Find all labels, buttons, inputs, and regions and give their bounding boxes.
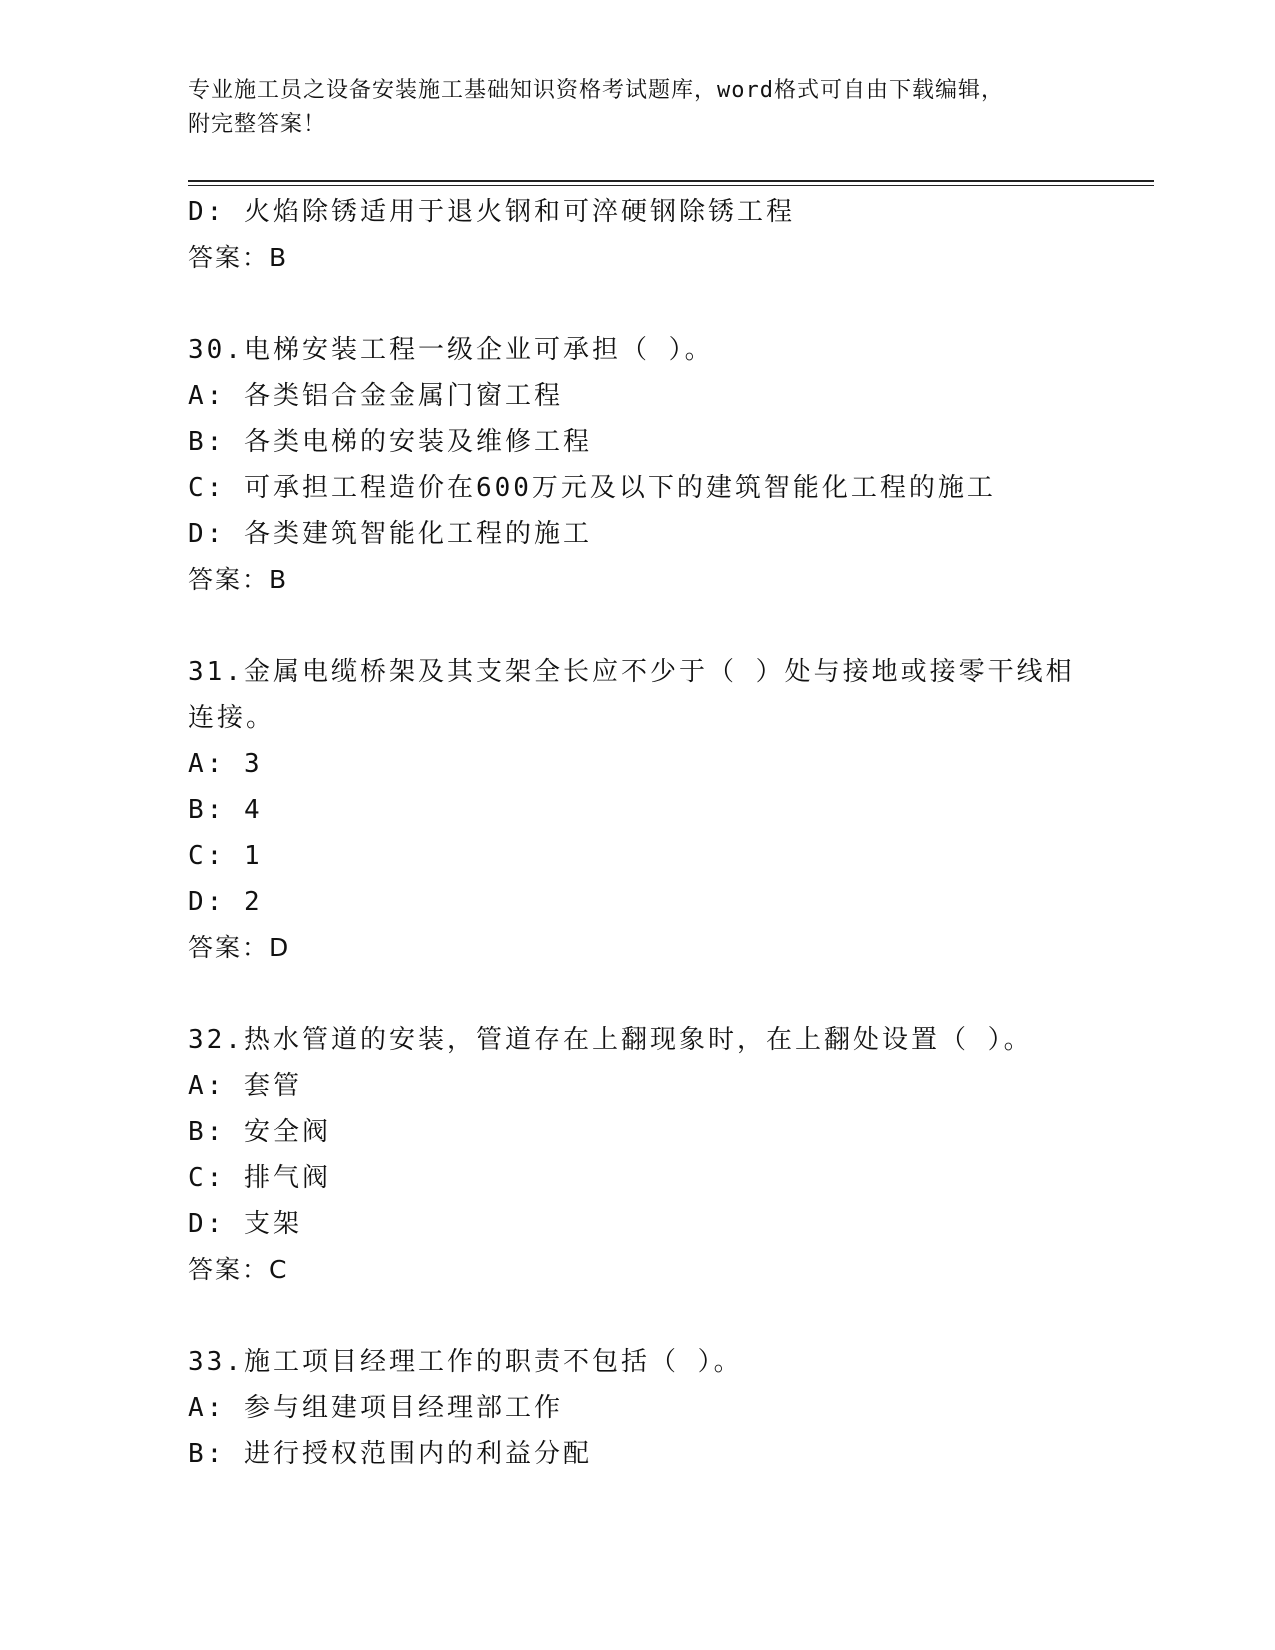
header-divider-thick [188, 180, 1154, 182]
question-stem: 33.施工项目经理工作的职责不包括（ ）。 [188, 1347, 743, 1377]
option-a: A: 3 [188, 749, 263, 779]
question-32 [188, 1017, 1088, 1293]
question-stem-line-2: 连接。 [188, 703, 276, 733]
question-31 [188, 649, 1088, 971]
spacer [188, 971, 1088, 1017]
option-c: C: 排气阀 [188, 1163, 331, 1193]
option-d: D: 2 [188, 887, 263, 917]
question-33 [188, 1339, 1088, 1477]
answer: 答案：C [188, 1255, 289, 1284]
question-30 [188, 327, 1088, 603]
option-a: A: 各类铝合金金属门窗工程 [188, 381, 563, 411]
option-b: B: 各类电梯的安装及维修工程 [188, 427, 592, 457]
spacer [188, 603, 1088, 649]
carry-over-answer: 答案：B [188, 243, 289, 272]
question-stem-line-1: 31.金属电缆桥架及其支架全长应不少于（ ）处与接地或接零干线相 [188, 657, 1075, 687]
spacer [188, 281, 1088, 327]
question-list [188, 189, 1088, 1477]
option-c: C: 可承担工程造价在600万元及以下的建筑智能化工程的施工 [188, 473, 996, 503]
option-b: B: 进行授权范围内的利益分配 [188, 1439, 592, 1469]
option-b: B: 4 [188, 795, 263, 825]
header-divider-thin [188, 185, 1154, 186]
question-stem: 32.热水管道的安装，管道存在上翻现象时，在上翻处设置（ ）。 [188, 1025, 1033, 1055]
header-line-2: 附完整答案！ [188, 112, 327, 137]
answer: 答案：D [188, 933, 291, 962]
carry-over-option-d: D: 火焰除锈适用于退火钢和可淬硬钢除锈工程 [188, 197, 795, 227]
option-b: B: 安全阀 [188, 1117, 331, 1147]
document-header [188, 74, 1088, 142]
option-c: C: 1 [188, 841, 263, 871]
answer: 答案：B [188, 565, 289, 594]
option-d: D: 各类建筑智能化工程的施工 [188, 519, 592, 549]
spacer [188, 1293, 1088, 1339]
question-stem: 30.电梯安装工程一级企业可承担（ ）。 [188, 335, 714, 365]
option-d: D: 支架 [188, 1209, 302, 1239]
option-a: A: 参与组建项目经理部工作 [188, 1393, 563, 1423]
option-a: A: 套管 [188, 1071, 302, 1101]
header-line-1: 专业施工员之设备安装施工基础知识资格考试题库，word格式可自由下载编辑， [188, 78, 1004, 103]
